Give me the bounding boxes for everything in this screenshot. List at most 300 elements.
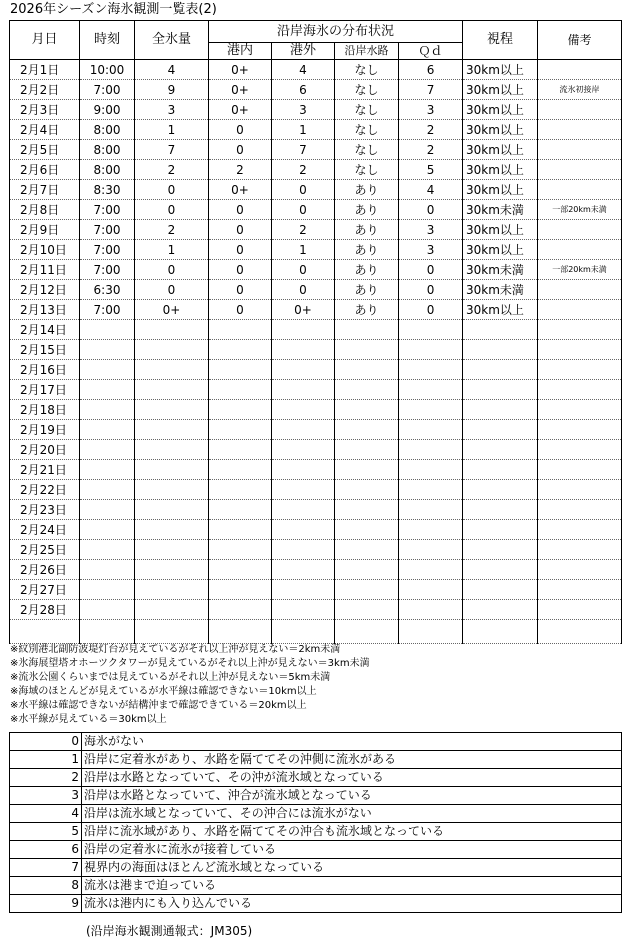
qd-code-row bbox=[10, 787, 622, 805]
table-row bbox=[10, 560, 622, 580]
cell-remarks: 一部20km未満 bbox=[538, 200, 622, 220]
cell-inner-harbor: 0 bbox=[209, 200, 272, 220]
cell-time: 8:00 bbox=[80, 120, 135, 140]
table-row bbox=[10, 240, 622, 260]
qd-code-row bbox=[10, 769, 622, 787]
cell-outer-harbor: 2 bbox=[272, 220, 335, 240]
cell-visibility bbox=[463, 340, 538, 360]
cell-visibility bbox=[463, 600, 538, 620]
blank-cell bbox=[209, 620, 272, 644]
footnote-line: ※水平線が見えている＝30km以上 bbox=[10, 714, 167, 725]
cell-time bbox=[80, 400, 135, 420]
cell-total-ice: 2 bbox=[135, 160, 209, 180]
qd-code-description: 沿岸の定着氷に流氷が接着している bbox=[82, 841, 622, 859]
cell-total-ice bbox=[135, 420, 209, 440]
blank-cell bbox=[463, 620, 538, 644]
cell-date: 2月28日 bbox=[10, 600, 80, 620]
table-row bbox=[10, 360, 622, 380]
qd-code-number: 2 bbox=[10, 769, 82, 787]
cell-inner-harbor bbox=[209, 580, 272, 600]
header-outer-harbor: 港外 bbox=[272, 43, 335, 60]
cell-inner-harbor bbox=[209, 560, 272, 580]
cell-time bbox=[80, 500, 135, 520]
cell-outer-harbor bbox=[272, 440, 335, 460]
cell-visibility: 30km以上 bbox=[463, 140, 538, 160]
cell-time bbox=[80, 340, 135, 360]
cell-visibility: 30km以上 bbox=[463, 60, 538, 80]
cell-visibility bbox=[463, 400, 538, 420]
cell-date: 2月6日 bbox=[10, 160, 80, 180]
cell-qd: 7 bbox=[399, 80, 463, 100]
blank-cell bbox=[538, 620, 622, 644]
cell-inner-harbor: 0 bbox=[209, 280, 272, 300]
cell-remarks: 一部20km未満 bbox=[538, 260, 622, 280]
cell-time: 7:00 bbox=[80, 300, 135, 320]
cell-qd bbox=[399, 320, 463, 340]
cell-qd bbox=[399, 360, 463, 380]
footnote-line: ※流氷公園くらいまでは見えているがそれ以上沖が見えない＝5km未満 bbox=[10, 672, 331, 683]
cell-remarks bbox=[538, 300, 622, 320]
qd-code-row bbox=[10, 841, 622, 859]
cell-remarks bbox=[538, 180, 622, 200]
cell-date: 2月14日 bbox=[10, 320, 80, 340]
qd-code-row bbox=[10, 805, 622, 823]
cell-qd: 3 bbox=[399, 240, 463, 260]
qd-code-number: 7 bbox=[10, 859, 82, 877]
table-row bbox=[10, 580, 622, 600]
cell-visibility bbox=[463, 360, 538, 380]
cell-qd bbox=[399, 460, 463, 480]
table-row bbox=[10, 320, 622, 340]
cell-coastal-channel bbox=[335, 320, 399, 340]
cell-total-ice bbox=[135, 340, 209, 360]
cell-remarks bbox=[538, 560, 622, 580]
cell-date: 2月25日 bbox=[10, 540, 80, 560]
header-remarks: 備考 bbox=[538, 21, 622, 60]
cell-date: 2月10日 bbox=[10, 240, 80, 260]
qd-code-number: 4 bbox=[10, 805, 82, 823]
cell-date: 2月20日 bbox=[10, 440, 80, 460]
qd-code-row bbox=[10, 733, 622, 751]
qd-code-description: 沿岸は水路となっていて、その沖が流氷域となっている bbox=[82, 769, 622, 787]
qd-code-row bbox=[10, 895, 622, 913]
cell-visibility bbox=[463, 420, 538, 440]
cell-date: 2月24日 bbox=[10, 520, 80, 540]
table-row bbox=[10, 300, 622, 320]
cell-outer-harbor bbox=[272, 560, 335, 580]
cell-qd: 5 bbox=[399, 160, 463, 180]
cell-coastal-channel: なし bbox=[335, 60, 399, 80]
cell-inner-harbor bbox=[209, 480, 272, 500]
cell-visibility bbox=[463, 500, 538, 520]
cell-total-ice bbox=[135, 480, 209, 500]
header-visibility: 視程 bbox=[463, 21, 538, 60]
cell-qd: 6 bbox=[399, 60, 463, 80]
cell-outer-harbor bbox=[272, 540, 335, 560]
cell-outer-harbor: 7 bbox=[272, 140, 335, 160]
cell-total-ice: 0 bbox=[135, 280, 209, 300]
cell-inner-harbor bbox=[209, 380, 272, 400]
cell-visibility: 30km以上 bbox=[463, 120, 538, 140]
format-note: (沿岸海氷観測通報式：JM305) bbox=[86, 924, 253, 938]
cell-date: 2月26日 bbox=[10, 560, 80, 580]
cell-coastal-channel: あり bbox=[335, 240, 399, 260]
cell-time: 6:30 bbox=[80, 280, 135, 300]
cell-date: 2月4日 bbox=[10, 120, 80, 140]
cell-date: 2月11日 bbox=[10, 260, 80, 280]
cell-inner-harbor: 0 bbox=[209, 300, 272, 320]
blank-cell bbox=[10, 620, 80, 644]
table-row bbox=[10, 140, 622, 160]
cell-total-ice bbox=[135, 580, 209, 600]
cell-remarks bbox=[538, 540, 622, 560]
cell-total-ice bbox=[135, 380, 209, 400]
cell-outer-harbor: 1 bbox=[272, 120, 335, 140]
cell-date: 2月2日 bbox=[10, 80, 80, 100]
qd-code-row bbox=[10, 877, 622, 895]
cell-qd: 0 bbox=[399, 300, 463, 320]
cell-inner-harbor bbox=[209, 520, 272, 540]
cell-remarks bbox=[538, 60, 622, 80]
cell-qd bbox=[399, 540, 463, 560]
cell-total-ice bbox=[135, 440, 209, 460]
cell-outer-harbor: 2 bbox=[272, 160, 335, 180]
cell-visibility bbox=[463, 320, 538, 340]
cell-time: 8:30 bbox=[80, 180, 135, 200]
cell-time: 7:00 bbox=[80, 260, 135, 280]
cell-date: 2月7日 bbox=[10, 180, 80, 200]
table-row bbox=[10, 220, 622, 240]
visibility-footnotes bbox=[10, 643, 370, 727]
cell-date: 2月27日 bbox=[10, 580, 80, 600]
cell-coastal-channel: なし bbox=[335, 80, 399, 100]
cell-remarks bbox=[538, 600, 622, 620]
cell-outer-harbor bbox=[272, 420, 335, 440]
cell-remarks bbox=[538, 100, 622, 120]
cell-total-ice: 1 bbox=[135, 240, 209, 260]
cell-outer-harbor: 0+ bbox=[272, 300, 335, 320]
cell-inner-harbor: 0+ bbox=[209, 60, 272, 80]
qd-code-description: 沿岸は流氷域となっていて、その沖合には流氷がない bbox=[82, 805, 622, 823]
cell-time bbox=[80, 560, 135, 580]
cell-qd bbox=[399, 400, 463, 420]
cell-total-ice: 0+ bbox=[135, 300, 209, 320]
cell-inner-harbor bbox=[209, 500, 272, 520]
table-row bbox=[10, 500, 622, 520]
qd-code-description: 流氷は港内にも入り込んでいる bbox=[82, 895, 622, 913]
cell-coastal-channel: あり bbox=[335, 260, 399, 280]
cell-visibility: 30km以上 bbox=[463, 80, 538, 100]
cell-remarks bbox=[538, 500, 622, 520]
qd-code-description: 沿岸は水路となっていて、沖合が流氷域となっている bbox=[82, 787, 622, 805]
cell-visibility: 30km以上 bbox=[463, 160, 538, 180]
cell-total-ice: 7 bbox=[135, 140, 209, 160]
qd-code-description: 流氷は港まで迫っている bbox=[82, 877, 622, 895]
cell-remarks bbox=[538, 120, 622, 140]
blank-cell bbox=[399, 620, 463, 644]
cell-total-ice bbox=[135, 560, 209, 580]
cell-remarks: 流氷初接岸 bbox=[538, 80, 622, 100]
cell-qd: 0 bbox=[399, 280, 463, 300]
cell-qd bbox=[399, 340, 463, 360]
cell-qd bbox=[399, 380, 463, 400]
cell-outer-harbor bbox=[272, 460, 335, 480]
cell-outer-harbor: 4 bbox=[272, 60, 335, 80]
cell-coastal-channel: なし bbox=[335, 100, 399, 120]
cell-outer-harbor: 0 bbox=[272, 180, 335, 200]
cell-date: 2月18日 bbox=[10, 400, 80, 420]
cell-time bbox=[80, 440, 135, 460]
cell-inner-harbor bbox=[209, 340, 272, 360]
cell-visibility bbox=[463, 380, 538, 400]
cell-total-ice: 9 bbox=[135, 80, 209, 100]
cell-coastal-channel: あり bbox=[335, 300, 399, 320]
cell-visibility: 30km以上 bbox=[463, 300, 538, 320]
cell-qd: 3 bbox=[399, 100, 463, 120]
cell-visibility: 30km以上 bbox=[463, 220, 538, 240]
table-row bbox=[10, 60, 622, 80]
qd-code-number: 8 bbox=[10, 877, 82, 895]
cell-remarks bbox=[538, 400, 622, 420]
cell-time bbox=[80, 540, 135, 560]
cell-coastal-channel bbox=[335, 480, 399, 500]
qd-code-number: 6 bbox=[10, 841, 82, 859]
cell-date: 2月16日 bbox=[10, 360, 80, 380]
cell-date: 2月5日 bbox=[10, 140, 80, 160]
cell-time bbox=[80, 580, 135, 600]
cell-inner-harbor: 0 bbox=[209, 240, 272, 260]
cell-outer-harbor bbox=[272, 340, 335, 360]
cell-coastal-channel: あり bbox=[335, 280, 399, 300]
cell-qd: 0 bbox=[399, 200, 463, 220]
cell-coastal-channel bbox=[335, 520, 399, 540]
qd-code-description: 海氷がない bbox=[82, 733, 622, 751]
header-coastal-distribution: 沿岸海氷の分布状況 bbox=[209, 21, 463, 43]
cell-date: 2月22日 bbox=[10, 480, 80, 500]
cell-time: 8:00 bbox=[80, 140, 135, 160]
table-row bbox=[10, 420, 622, 440]
cell-inner-harbor bbox=[209, 440, 272, 460]
cell-inner-harbor bbox=[209, 600, 272, 620]
cell-visibility: 30km以上 bbox=[463, 180, 538, 200]
cell-outer-harbor bbox=[272, 500, 335, 520]
cell-remarks bbox=[538, 520, 622, 540]
cell-date: 2月8日 bbox=[10, 200, 80, 220]
cell-coastal-channel bbox=[335, 600, 399, 620]
cell-qd bbox=[399, 480, 463, 500]
cell-qd: 3 bbox=[399, 220, 463, 240]
footnote-line: ※紋別港北副防波堤灯台が見えているがそれ以上沖が見えない＝2km未満 bbox=[10, 644, 341, 655]
cell-remarks bbox=[538, 460, 622, 480]
cell-time bbox=[80, 600, 135, 620]
cell-inner-harbor bbox=[209, 400, 272, 420]
cell-remarks bbox=[538, 160, 622, 180]
cell-outer-harbor bbox=[272, 320, 335, 340]
cell-outer-harbor bbox=[272, 600, 335, 620]
cell-inner-harbor bbox=[209, 540, 272, 560]
cell-outer-harbor: 1 bbox=[272, 240, 335, 260]
cell-time: 7:00 bbox=[80, 80, 135, 100]
table-row bbox=[10, 160, 622, 180]
cell-inner-harbor: 0 bbox=[209, 140, 272, 160]
cell-qd: 0 bbox=[399, 260, 463, 280]
cell-visibility bbox=[463, 480, 538, 500]
cell-coastal-channel bbox=[335, 500, 399, 520]
cell-time bbox=[80, 380, 135, 400]
qd-code-description: 沿岸に流氷域があり、水路を隔ててその沖合も流氷域となっている bbox=[82, 823, 622, 841]
table-row bbox=[10, 520, 622, 540]
cell-coastal-channel: なし bbox=[335, 140, 399, 160]
cell-coastal-channel bbox=[335, 400, 399, 420]
cell-date: 2月13日 bbox=[10, 300, 80, 320]
page-title: 2026年シーズン海氷観測一覧表(2) bbox=[10, 2, 217, 17]
cell-qd: 2 bbox=[399, 120, 463, 140]
table-row bbox=[10, 340, 622, 360]
cell-remarks bbox=[538, 220, 622, 240]
qd-code-row bbox=[10, 751, 622, 769]
cell-coastal-channel bbox=[335, 580, 399, 600]
blank-cell bbox=[335, 620, 399, 644]
cell-date: 2月12日 bbox=[10, 280, 80, 300]
cell-time: 7:00 bbox=[80, 200, 135, 220]
cell-time: 7:00 bbox=[80, 220, 135, 240]
cell-outer-harbor bbox=[272, 480, 335, 500]
cell-remarks bbox=[538, 480, 622, 500]
cell-visibility bbox=[463, 440, 538, 460]
cell-total-ice: 0 bbox=[135, 260, 209, 280]
cell-total-ice: 2 bbox=[135, 220, 209, 240]
cell-date: 2月15日 bbox=[10, 340, 80, 360]
footnote-line: ※水平線は確認できないが結構沖まで確認できている＝20km以上 bbox=[10, 700, 307, 711]
cell-coastal-channel: なし bbox=[335, 120, 399, 140]
cell-total-ice: 1 bbox=[135, 120, 209, 140]
table-row bbox=[10, 260, 622, 280]
cell-inner-harbor bbox=[209, 360, 272, 380]
cell-remarks bbox=[538, 280, 622, 300]
cell-inner-harbor: 0 bbox=[209, 220, 272, 240]
cell-total-ice: 0 bbox=[135, 200, 209, 220]
cell-time: 8:00 bbox=[80, 160, 135, 180]
cell-inner-harbor: 0+ bbox=[209, 80, 272, 100]
cell-total-ice bbox=[135, 320, 209, 340]
cell-total-ice: 0 bbox=[135, 180, 209, 200]
table-row bbox=[10, 380, 622, 400]
cell-time bbox=[80, 420, 135, 440]
cell-date: 2月9日 bbox=[10, 220, 80, 240]
cell-total-ice bbox=[135, 600, 209, 620]
cell-coastal-channel bbox=[335, 340, 399, 360]
cell-time bbox=[80, 520, 135, 540]
cell-inner-harbor: 0+ bbox=[209, 100, 272, 120]
cell-time bbox=[80, 480, 135, 500]
cell-qd bbox=[399, 420, 463, 440]
cell-time: 7:00 bbox=[80, 240, 135, 260]
cell-inner-harbor bbox=[209, 320, 272, 340]
qd-code-number: 0 bbox=[10, 733, 82, 751]
cell-visibility: 30km以上 bbox=[463, 240, 538, 260]
cell-coastal-channel bbox=[335, 560, 399, 580]
cell-coastal-channel bbox=[335, 540, 399, 560]
cell-time: 9:00 bbox=[80, 100, 135, 120]
cell-total-ice bbox=[135, 460, 209, 480]
qd-code-row bbox=[10, 859, 622, 877]
cell-qd bbox=[399, 500, 463, 520]
cell-inner-harbor: 0 bbox=[209, 120, 272, 140]
blank-cell bbox=[80, 620, 135, 644]
table-row bbox=[10, 460, 622, 480]
cell-remarks bbox=[538, 440, 622, 460]
cell-total-ice bbox=[135, 540, 209, 560]
cell-time bbox=[80, 360, 135, 380]
cell-inner-harbor bbox=[209, 420, 272, 440]
cell-outer-harbor bbox=[272, 400, 335, 420]
table-row bbox=[10, 480, 622, 500]
qd-code-description: 視界内の海面はほとんど流氷域となっている bbox=[82, 859, 622, 877]
cell-qd: 4 bbox=[399, 180, 463, 200]
cell-visibility bbox=[463, 520, 538, 540]
observation-table bbox=[9, 20, 622, 644]
cell-coastal-channel bbox=[335, 420, 399, 440]
cell-visibility: 30km未満 bbox=[463, 260, 538, 280]
cell-inner-harbor: 0+ bbox=[209, 180, 272, 200]
footnote-line: ※海域のほとんどが見えているが水平線は確認できない＝10km以上 bbox=[10, 686, 317, 697]
table-row bbox=[10, 120, 622, 140]
cell-visibility bbox=[463, 460, 538, 480]
cell-outer-harbor: 6 bbox=[272, 80, 335, 100]
cell-visibility bbox=[463, 560, 538, 580]
cell-visibility bbox=[463, 580, 538, 600]
header-qd: Ｑｄ bbox=[399, 43, 463, 60]
table-row bbox=[10, 440, 622, 460]
cell-visibility: 30km以上 bbox=[463, 100, 538, 120]
cell-date: 2月23日 bbox=[10, 500, 80, 520]
observation-rows bbox=[10, 60, 622, 644]
cell-outer-harbor: 3 bbox=[272, 100, 335, 120]
cell-date: 2月21日 bbox=[10, 460, 80, 480]
cell-coastal-channel bbox=[335, 440, 399, 460]
cell-time: 10:00 bbox=[80, 60, 135, 80]
cell-outer-harbor bbox=[272, 380, 335, 400]
cell-inner-harbor: 0 bbox=[209, 260, 272, 280]
cell-total-ice: 3 bbox=[135, 100, 209, 120]
footnote-line: ※氷海展望塔オホーツクタワーが見えているがそれ以上沖が見えない＝3km未満 bbox=[10, 658, 370, 669]
cell-qd bbox=[399, 560, 463, 580]
blank-cell bbox=[272, 620, 335, 644]
cell-qd: 2 bbox=[399, 140, 463, 160]
qd-code-number: 9 bbox=[10, 895, 82, 913]
header-inner-harbor: 港内 bbox=[209, 43, 272, 60]
cell-date: 2月3日 bbox=[10, 100, 80, 120]
cell-coastal-channel: あり bbox=[335, 180, 399, 200]
cell-remarks bbox=[538, 140, 622, 160]
cell-date: 2月19日 bbox=[10, 420, 80, 440]
cell-total-ice bbox=[135, 500, 209, 520]
cell-remarks bbox=[538, 380, 622, 400]
cell-remarks bbox=[538, 360, 622, 380]
cell-time bbox=[80, 460, 135, 480]
cell-remarks bbox=[538, 240, 622, 260]
cell-outer-harbor bbox=[272, 520, 335, 540]
cell-total-ice: 4 bbox=[135, 60, 209, 80]
cell-coastal-channel: なし bbox=[335, 160, 399, 180]
header-date: 月日 bbox=[10, 21, 80, 60]
cell-date: 2月1日 bbox=[10, 60, 80, 80]
cell-coastal-channel bbox=[335, 380, 399, 400]
cell-outer-harbor: 0 bbox=[272, 260, 335, 280]
table-row bbox=[10, 400, 622, 420]
table-row bbox=[10, 280, 622, 300]
qd-code-number: 5 bbox=[10, 823, 82, 841]
